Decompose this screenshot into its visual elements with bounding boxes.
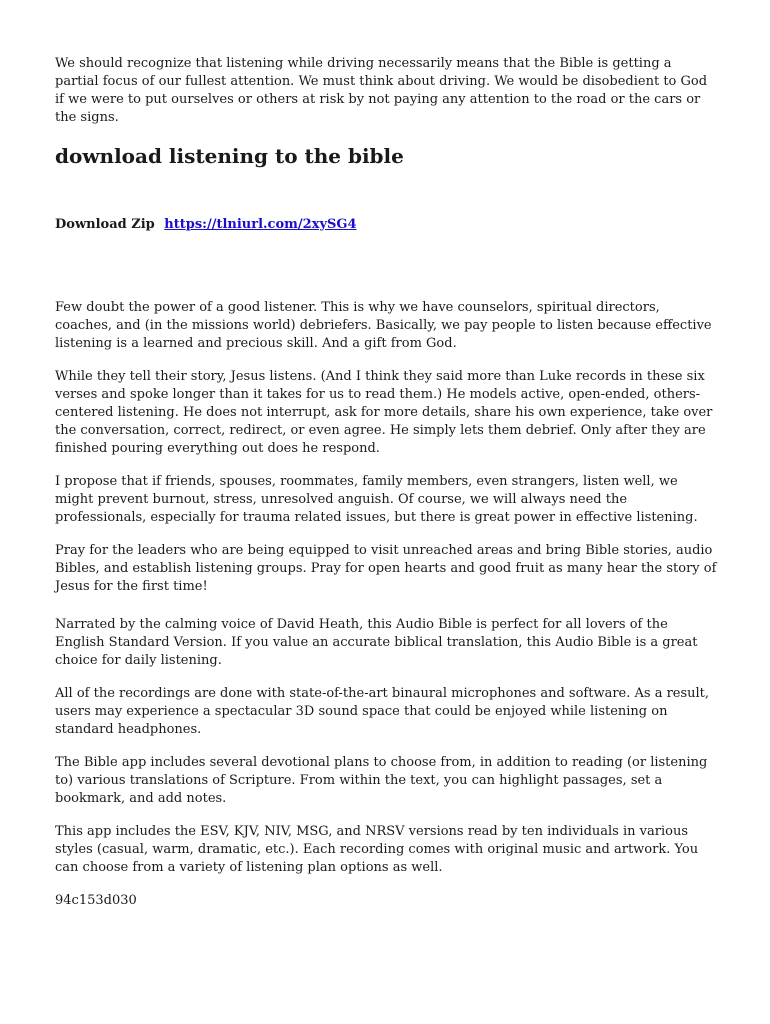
paragraph: This app includes the ESV, KJV, NIV, MSG, and NRSV versions read by ten individuals in various styles (casual, warm, dramatic, etc.). Each recording comes with original music and artwork. You can choose from a variety of listening plan options as well. bbox=[55, 824, 699, 875]
download-label: Download Zip bbox=[55, 217, 155, 232]
footer-code: 94c153d030 bbox=[55, 893, 137, 908]
intro-paragraph: We should recognize that listening while driving necessarily means that the Bible is getting a partial focus of our fullest attention. We must think about driving. We would be disobedient to God if we were to put ourselves or others at risk by not paying any attention to the road or the cars or the signs. bbox=[55, 56, 708, 125]
paragraph: I propose that if friends, spouses, roommates, family members, even strangers, listen well, we might prevent burnout, stress, unresolved anguish. Of course, we will always need the professionals, especially for trauma related issues, but there is great power in effective listening. bbox=[55, 474, 698, 525]
download-line bbox=[55, 216, 357, 234]
document-page bbox=[55, 55, 717, 908]
paragraph: All of the recordings are done with state-of-the-art binaural microphones and software. As a result, users may experience a spectacular 3D sound space that could be enjoyed while listening on standard headphones. bbox=[55, 686, 710, 737]
download-link[interactable]: https://tlniurl.com/2xySG4 bbox=[164, 217, 357, 232]
paragraph: While they tell their story, Jesus listens. (And I think they said more than Luke records in these six verses and spoke longer than it takes for us to read them.) He models active, open-ended, others-centered listening. He does not interrupt, ask for more details, share his own experience, take over the conversation, correct, redirect, or even agree. He simply lets them debrief. Only after they are finished pouring everything out does he respond. bbox=[55, 369, 713, 456]
paragraph: The Bible app includes several devotional plans to choose from, in addition to reading (or listening to) various translations of Scripture. From within the text, you can highlight passages, set a bookmark, and add notes. bbox=[55, 755, 708, 806]
article-body bbox=[55, 299, 717, 910]
paragraph: Narrated by the calming voice of David Heath, this Audio Bible is perfect for all lovers of the English Standard Version. If you value an accurate biblical translation, this Audio Bible is a great choice for daily listening. bbox=[55, 617, 698, 668]
paragraph: Pray for the leaders who are being equipped to visit unreached areas and bring Bible stories, audio Bibles, and establish listening groups. Pray for open hearts and good fruit as many hear the story of Jesus for the first time! bbox=[55, 543, 717, 594]
paragraph: Few doubt the power of a good listener. This is why we have counselors, spiritual directors, coaches, and (in the missions world) debriefers. Basically, we pay people to listen because effective listening is a learned and precious skill. And a gift from God. bbox=[55, 300, 712, 351]
page-title: download listening to the bible bbox=[55, 144, 404, 168]
